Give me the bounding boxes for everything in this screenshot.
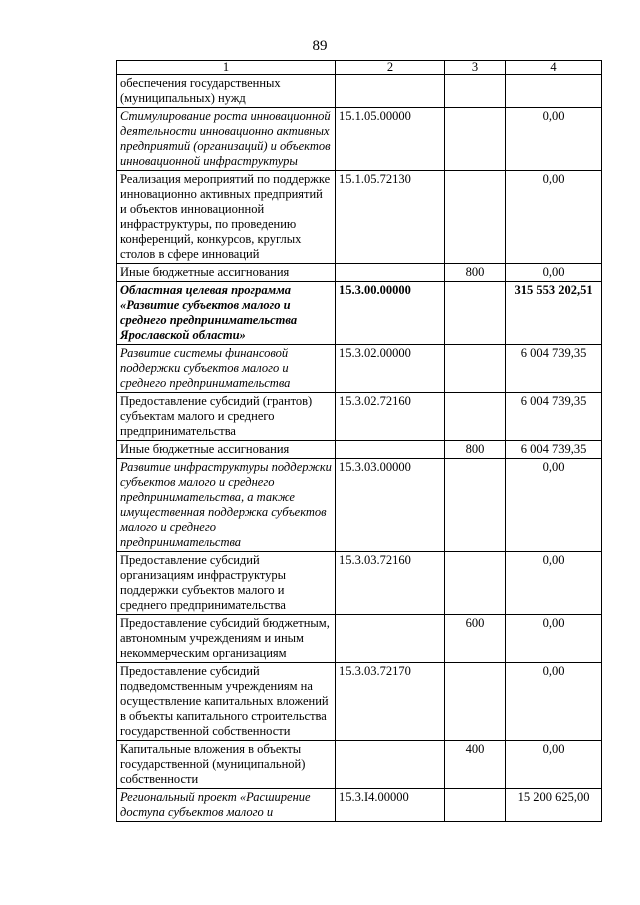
row-code-cell: 15.3.03.00000 bbox=[336, 459, 445, 552]
row-code-cell: 15.1.05.72130 bbox=[336, 171, 445, 264]
row-name-cell: Развитие инфраструктуры поддержки субъектов малого и среднего предпринимательства, а также имущественная поддержка субъектов малого и среднего предпринимательства bbox=[117, 459, 336, 552]
row-group-cell bbox=[445, 393, 506, 441]
row-group-cell bbox=[445, 108, 506, 171]
table-row bbox=[117, 282, 602, 345]
row-group-cell bbox=[445, 282, 506, 345]
row-amount-cell: 6 004 739,35 bbox=[506, 393, 602, 441]
table-row bbox=[117, 75, 602, 108]
row-code-cell: 15.3.03.72170 bbox=[336, 663, 445, 741]
row-group-cell: 800 bbox=[445, 264, 506, 282]
row-group-cell bbox=[445, 789, 506, 822]
row-name-cell: Реализация мероприятий по поддержке инновационно активных предприятий и объектов инновационной инфраструктуры, по проведению конференций, конкурсов, круглых столов в сфере инноваций bbox=[117, 171, 336, 264]
row-amount-cell bbox=[506, 75, 602, 108]
column-header-3: 3 bbox=[445, 61, 506, 75]
table-row bbox=[117, 264, 602, 282]
row-name-cell: Предоставление субсидий бюджетным, автономным учреждениям и иным некоммерческим организациям bbox=[117, 615, 336, 663]
table-row bbox=[117, 345, 602, 393]
row-code-cell: 15.3.02.00000 bbox=[336, 345, 445, 393]
row-name-cell: Стимулирование роста инновационной деятельности инновационно активных предприятий (организаций) и объектов инновационной инфраструктуры bbox=[117, 108, 336, 171]
row-amount-cell: 315 553 202,51 bbox=[506, 282, 602, 345]
row-name-cell: Областная целевая программа «Развитие субъектов малого и среднего предпринимательства Ярославской области» bbox=[117, 282, 336, 345]
row-group-cell: 400 bbox=[445, 741, 506, 789]
row-code-cell bbox=[336, 615, 445, 663]
row-amount-cell: 15 200 625,00 bbox=[506, 789, 602, 822]
row-group-cell: 800 bbox=[445, 441, 506, 459]
table-row bbox=[117, 789, 602, 822]
row-code-cell: 15.3.02.72160 bbox=[336, 393, 445, 441]
row-name-cell: Предоставление субсидий (грантов) субъектам малого и среднего предпринимательства bbox=[117, 393, 336, 441]
row-group-cell bbox=[445, 75, 506, 108]
row-name-cell: Предоставление субсидий подведомственным учреждениям на осуществление капитальных вложений в объекты капитального строительства государственной собственности bbox=[117, 663, 336, 741]
row-group-cell: 600 bbox=[445, 615, 506, 663]
row-group-cell bbox=[445, 345, 506, 393]
column-header-1: 1 bbox=[117, 61, 336, 75]
row-name-cell: Региональный проект «Расширение доступа субъектов малого и bbox=[117, 789, 336, 822]
row-group-cell bbox=[445, 171, 506, 264]
row-name-cell: Капитальные вложения в объекты государственной (муниципальной) собственности bbox=[117, 741, 336, 789]
row-code-cell bbox=[336, 264, 445, 282]
table-row bbox=[117, 663, 602, 741]
column-header-2: 2 bbox=[336, 61, 445, 75]
table-row bbox=[117, 552, 602, 615]
row-code-cell: 15.3.03.72160 bbox=[336, 552, 445, 615]
row-group-cell bbox=[445, 552, 506, 615]
row-code-cell bbox=[336, 441, 445, 459]
table-header-row bbox=[117, 61, 602, 75]
table-row bbox=[117, 459, 602, 552]
row-group-cell bbox=[445, 459, 506, 552]
row-code-cell: 15.1.05.00000 bbox=[336, 108, 445, 171]
row-amount-cell: 0,00 bbox=[506, 552, 602, 615]
row-code-cell bbox=[336, 75, 445, 108]
page-number: 89 bbox=[312, 38, 328, 54]
table-row bbox=[117, 393, 602, 441]
row-amount-cell: 0,00 bbox=[506, 459, 602, 552]
row-group-cell bbox=[445, 663, 506, 741]
table-row bbox=[117, 441, 602, 459]
row-name-cell: Иные бюджетные ассигнования bbox=[117, 264, 336, 282]
column-header-4: 4 bbox=[506, 61, 602, 75]
row-amount-cell: 6 004 739,35 bbox=[506, 345, 602, 393]
row-amount-cell: 0,00 bbox=[506, 663, 602, 741]
budget-table bbox=[116, 60, 602, 822]
row-code-cell bbox=[336, 741, 445, 789]
row-amount-cell: 0,00 bbox=[506, 264, 602, 282]
row-amount-cell: 0,00 bbox=[506, 108, 602, 171]
row-name-cell: Развитие системы финансовой поддержки субъектов малого и среднего предпринимательства bbox=[117, 345, 336, 393]
row-name-cell: Предоставление субсидий организациям инфраструктуры поддержки субъектов малого и среднего предпринимательства bbox=[117, 552, 336, 615]
row-amount-cell: 6 004 739,35 bbox=[506, 441, 602, 459]
row-name-cell: обеспечения государственных (муниципальных) нужд bbox=[117, 75, 336, 108]
row-code-cell: 15.3.00.00000 bbox=[336, 282, 445, 345]
row-amount-cell: 0,00 bbox=[506, 741, 602, 789]
row-name-cell: Иные бюджетные ассигнования bbox=[117, 441, 336, 459]
row-amount-cell: 0,00 bbox=[506, 171, 602, 264]
table-row bbox=[117, 171, 602, 264]
table-row bbox=[117, 741, 602, 789]
table-row bbox=[117, 615, 602, 663]
table-row bbox=[117, 108, 602, 171]
row-code-cell: 15.3.I4.00000 bbox=[336, 789, 445, 822]
row-amount-cell: 0,00 bbox=[506, 615, 602, 663]
